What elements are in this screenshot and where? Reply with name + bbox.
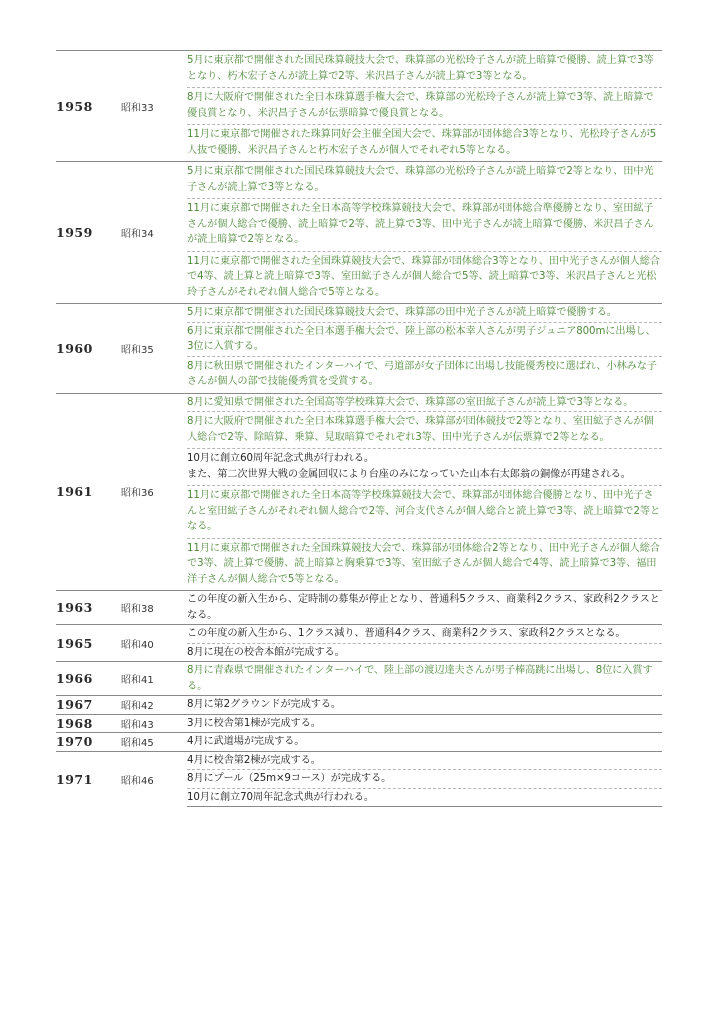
era-cell: 昭和38 [121, 591, 187, 625]
event-text: この年度の新入生から、1クラス減り、普通科4クラス、商業科2クラス、家政科2クラスとなる。 [187, 625, 662, 644]
event-text: 4月に校舎第2棟が完成する。 [187, 751, 662, 770]
timeline-row [56, 751, 662, 770]
event-text: 8月に青森県で開催されたインターハイで、陸上部の渡辺達夫さんが男子棒高跳に出場し、8位に入賞する。 [187, 662, 662, 696]
timeline-row [56, 393, 662, 412]
event-text: 11月に東京都で開催された全国珠算競技大会で、珠算部が団体総合2等となり、田中光子さんが個人総合で3等、読上算で優勝、読上暗算と胸乗算で3等、室田絋子さんが個人総合で4等、読上暗算で3等、福田洋子さんが個人総合で5等となる。 [187, 538, 662, 591]
timeline-row [56, 625, 662, 644]
event-text: 11月に東京都で開催された全日本高等学校珠算競技大会で、珠算部が団体総合準優勝となり、室田絋子さんが個人総合で優勝、読上暗算で2等、読上算で3等、田中光子さんが読上暗算で優勝、米沢昌子さんが読上暗算で2等となる。 [187, 199, 662, 252]
timeline-row [56, 733, 662, 752]
event-text: 5月に東京都で開催された国民珠算競技大会で、珠算部の光松玲子さんが読上暗算で2等となり、田中光子さんが読上算で3等となる。 [187, 162, 662, 199]
year-cell: 1966 [56, 662, 121, 696]
event-text: 8月に愛知県で開催された全国高等学校珠算大会で、珠算部の室田絋子さんが読上算で3等となる。 [187, 393, 662, 412]
timeline-row [56, 662, 662, 696]
year-cell: 1960 [56, 304, 121, 394]
event-text: 5月に東京都で開催された国民珠算競技大会で、珠算部の田中光子さんが読上暗算で優勝する。 [187, 304, 662, 323]
event-text: 3月に校舎第1棟が完成する。 [187, 714, 662, 733]
era-cell: 昭和43 [121, 714, 187, 733]
year-cell: 1963 [56, 591, 121, 625]
event-text: 8月に大阪府で開催された全日本珠算選手権大会で、珠算部の光松玲子さんが読上算で3等、読上暗算で優良賞となり、米沢昌子さんが伝票暗算で優良賞となる。 [187, 88, 662, 125]
era-cell: 昭和40 [121, 625, 187, 662]
timeline-row [56, 51, 662, 88]
event-text: 8月に秋田県で開催されたインターハイで、弓道部が女子団体に出場し技能優秀校に選ばれ、小林みな子さんが個人の部で技能優秀賞を受賞する。 [187, 356, 662, 393]
year-cell: 1967 [56, 696, 121, 715]
event-text: 8月に大阪府で開催された全日本珠算選手権大会で、珠算部が団体競技で2等となり、室田絋子さんが個人総合で2等、除暗算、乗算、見取暗算でそれぞれ3等、田中光子さんが伝票算で2等となる。 [187, 412, 662, 449]
era-cell: 昭和42 [121, 696, 187, 715]
year-cell: 1971 [56, 751, 121, 807]
year-cell: 1965 [56, 625, 121, 662]
timeline-row [56, 304, 662, 323]
timeline-row [56, 714, 662, 733]
year-cell: 1970 [56, 733, 121, 752]
event-text: 11月に東京都で開催された全日本高等学校珠算競技大会で、珠算部が団体総合優勝となり、田中光子さんと室田絋子さんがそれぞれ個人総合で2等、河合支代さんが個人総合と読上算で3等、読上暗算で2等となる。 [187, 486, 662, 539]
timeline-row [56, 696, 662, 715]
era-cell: 昭和45 [121, 733, 187, 752]
year-cell: 1958 [56, 51, 121, 162]
event-text: 8月に第2グラウンドが完成する。 [187, 696, 662, 715]
event-text: 11月に東京都で開催された全国珠算競技大会で、珠算部が団体総合3等となり、田中光子さんが個人総合で4等、読上算と読上暗算で3等、室田絋子さんが個人総合で5等、読上暗算で3等、米沢昌子さんと光松玲子さんがそれぞれ個人総合で5等となる。 [187, 251, 662, 304]
era-cell: 昭和33 [121, 51, 187, 162]
event-text: 8月にプール（25m×9コース）が完成する。 [187, 770, 662, 789]
event-text: 5月に東京都で開催された国民珠算競技大会で、珠算部の光松玲子さんが読上暗算で優勝、読上算で3等となり、朽木宏子さんが読上算で2等、米沢昌子さんが読上算で3等となる。 [187, 51, 662, 88]
event-text: この年度の新入生から、定時制の募集が停止となり、普通科5クラス、商業科2クラス、家政科2クラスとなる。 [187, 591, 662, 625]
timeline-row [56, 162, 662, 199]
history-timeline-table [56, 50, 662, 807]
timeline-row [56, 591, 662, 625]
year-cell: 1968 [56, 714, 121, 733]
event-text: 11月に東京都で開催された珠算同好会主催全国大会で、珠算部が団体総合3等となり、光松玲子さんが5人抜で優勝、米沢昌子さんと朽木宏子さんが個人でそれぞれ5等となる。 [187, 125, 662, 162]
timeline-body [56, 51, 662, 807]
year-cell: 1961 [56, 393, 121, 591]
era-cell: 昭和35 [121, 304, 187, 394]
era-cell: 昭和36 [121, 393, 187, 591]
event-text: 8月に現在の校舎本館が完成する。 [187, 643, 662, 662]
era-cell: 昭和34 [121, 162, 187, 304]
era-cell: 昭和46 [121, 751, 187, 807]
era-cell: 昭和41 [121, 662, 187, 696]
event-text: 6月に東京都で開催された全日本選手権大会で、陸上部の松本幸人さんが男子ジュニア800mに出場し、3位に入賞する。 [187, 322, 662, 356]
year-cell: 1959 [56, 162, 121, 304]
event-text: 10月に創立70周年記念式典が行われる。 [187, 788, 662, 807]
event-text: 10月に創立60周年記念式典が行われる。 また、第二次世界大戦の金属回収により台座のみになっていた山本右太郎翁の銅像が再建される。 [187, 449, 662, 486]
event-text: 4月に武道場が完成する。 [187, 733, 662, 752]
